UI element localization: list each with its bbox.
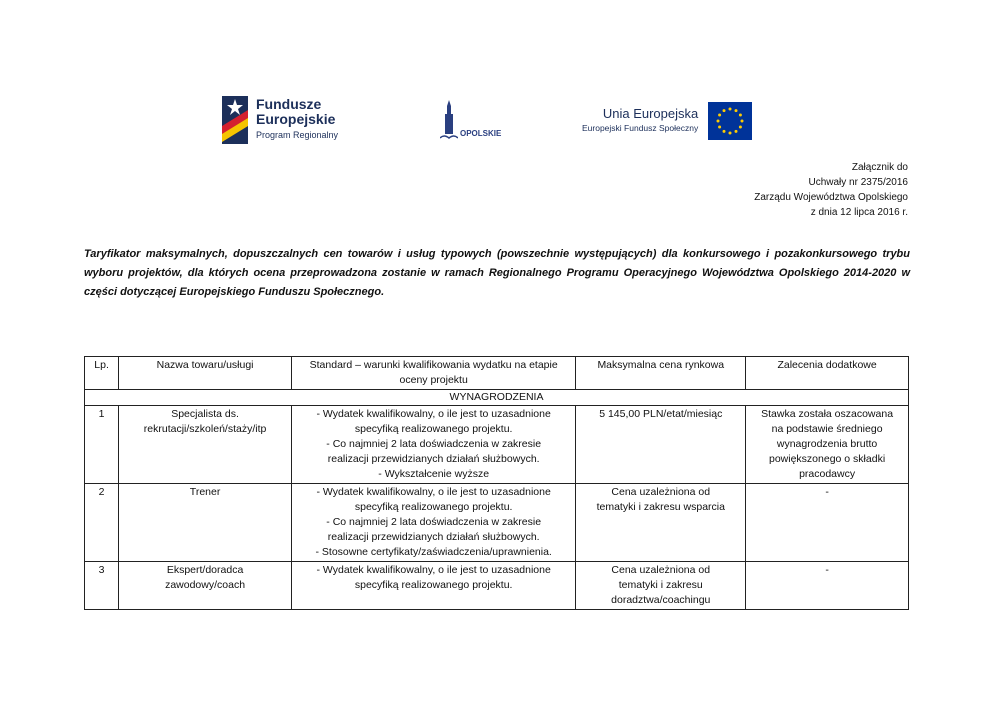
row-price-line: doradztwa/coachingu [611, 594, 711, 606]
header-standard: Standard – warunki kwalifikowania wydatku na etapie oceny projektu [291, 357, 575, 390]
table-row [85, 562, 909, 610]
row-standard [291, 406, 575, 484]
row-price [576, 484, 746, 562]
row-notes [746, 406, 909, 484]
row-name-line: zawodowy/coach [165, 579, 246, 591]
row-notes [746, 484, 909, 562]
row-price [576, 562, 746, 610]
row-standard-line: - Wydatek kwalifikowalny, o ile jest to uzasadnione [316, 486, 551, 498]
logos-bar [0, 96, 992, 152]
document-title: Taryfikator maksymalnych, dopuszczalnych cen towarów i usług typowych (powszechnie występujących) dla konkursowego i pozakonkursowego trybu wyboru projektów, dla których ocena przeprowadzona zostanie w ramach Regionalnego Programu Operacyjnego Województwa Opolskiego 2014-2020 w części dotyczącej Europejskiego Funduszu Społecznego. [84, 248, 910, 298]
row-standard-line: - Stosowne certyfikaty/zaświadczenia/uprawnienia. [315, 546, 552, 558]
row-standard-line: specyfiką realizowanego projektu. [354, 423, 513, 435]
row-name [119, 406, 292, 484]
header-lp: Lp. [85, 357, 119, 390]
eu-funds-star-icon [222, 96, 248, 144]
row-price-line: tematyki i zakresu wsparcia [596, 501, 725, 513]
fundusze-line1: Fundusze [256, 96, 322, 112]
annex-line3: Zarządu Województwa Opolskiego [754, 192, 908, 203]
row-lp: 3 [85, 562, 119, 610]
row-price [576, 406, 746, 484]
row-lp: 2 [85, 484, 119, 562]
header-price: Maksymalna cena rynkowa [576, 357, 746, 390]
row-price-line: Cena uzależniona od [611, 564, 711, 576]
row-standard [291, 562, 575, 610]
row-standard-line: - Wydatek kwalifikowalny, o ile jest to uzasadnione [316, 564, 551, 576]
table-row [85, 484, 909, 562]
row-notes-line: - [825, 564, 829, 576]
table-row [85, 406, 909, 484]
price-table [84, 356, 909, 610]
row-standard-line: - Wykształcenie wyższe [378, 468, 490, 480]
ue-line2: Europejski Fundusz Społeczny [582, 123, 699, 133]
header-name: Nazwa towaru/usługi [119, 357, 292, 390]
section-label: WYNAGRODZENIA [85, 390, 909, 406]
row-name [119, 562, 292, 610]
annex-header [754, 160, 908, 220]
ue-line1: Unia Europejska [602, 106, 699, 121]
table-header-row [85, 357, 909, 390]
row-notes-line: pracodawcy [799, 468, 856, 480]
row-notes-line: na podstawie średniego [771, 423, 883, 435]
opolskie-logo [440, 100, 501, 140]
fundusze-line2: Europejskie [256, 111, 336, 127]
row-notes [746, 562, 909, 610]
fundusze-europejskie-logo [222, 96, 338, 144]
annex-line2: Uchwały nr 2375/2016 [808, 177, 908, 188]
row-standard-line: - Co najmniej 2 lata doświadczenia w zakresie [326, 438, 542, 450]
eu-flag-icon [708, 102, 752, 140]
opolskie-text: OPOLSKIE [460, 128, 502, 138]
row-price-line: 5 145,00 PLN/etat/miesiąc [599, 408, 723, 420]
opolskie-tower-icon [440, 100, 458, 140]
row-name-line: Specjalista ds. [171, 408, 239, 420]
fundusze-line3: Program Regionalny [256, 130, 339, 140]
row-name-line: rekrutacji/szkoleń/staży/itp [143, 423, 267, 435]
section-row [85, 390, 909, 406]
row-standard-line: realizacji przewidzianych działań służbowych. [327, 453, 540, 465]
row-standard-line: - Wydatek kwalifikowalny, o ile jest to uzasadnione [316, 408, 551, 420]
row-notes-line: - [825, 486, 829, 498]
row-price-line: tematyki i zakresu [618, 579, 703, 591]
row-standard-line: - Co najmniej 2 lata doświadczenia w zakresie [326, 516, 542, 528]
header-notes: Zalecenia dodatkowe [746, 357, 909, 390]
annex-line1: Załącznik do [851, 162, 908, 173]
row-standard [291, 484, 575, 562]
row-name [119, 484, 292, 562]
unia-europejska-logo [582, 102, 752, 140]
annex-line4: z dnia 12 lipca 2016 r. [810, 207, 908, 218]
row-notes-line: Stawka została oszacowana [761, 408, 894, 420]
row-price-line: Cena uzależniona od [611, 486, 711, 498]
row-notes-line: powiększonego o składki [769, 453, 886, 465]
row-name-line: Ekspert/doradca [166, 564, 244, 576]
row-standard-line: realizacji przewidzianych działań służbowych. [327, 531, 540, 543]
row-lp: 1 [85, 406, 119, 484]
row-standard-line: specyfiką realizowanego projektu. [354, 501, 513, 513]
row-notes-line: wynagrodzenia brutto [776, 438, 878, 450]
row-name-line: Trener [189, 486, 221, 498]
row-standard-line: specyfiką realizowanego projektu. [354, 579, 513, 591]
